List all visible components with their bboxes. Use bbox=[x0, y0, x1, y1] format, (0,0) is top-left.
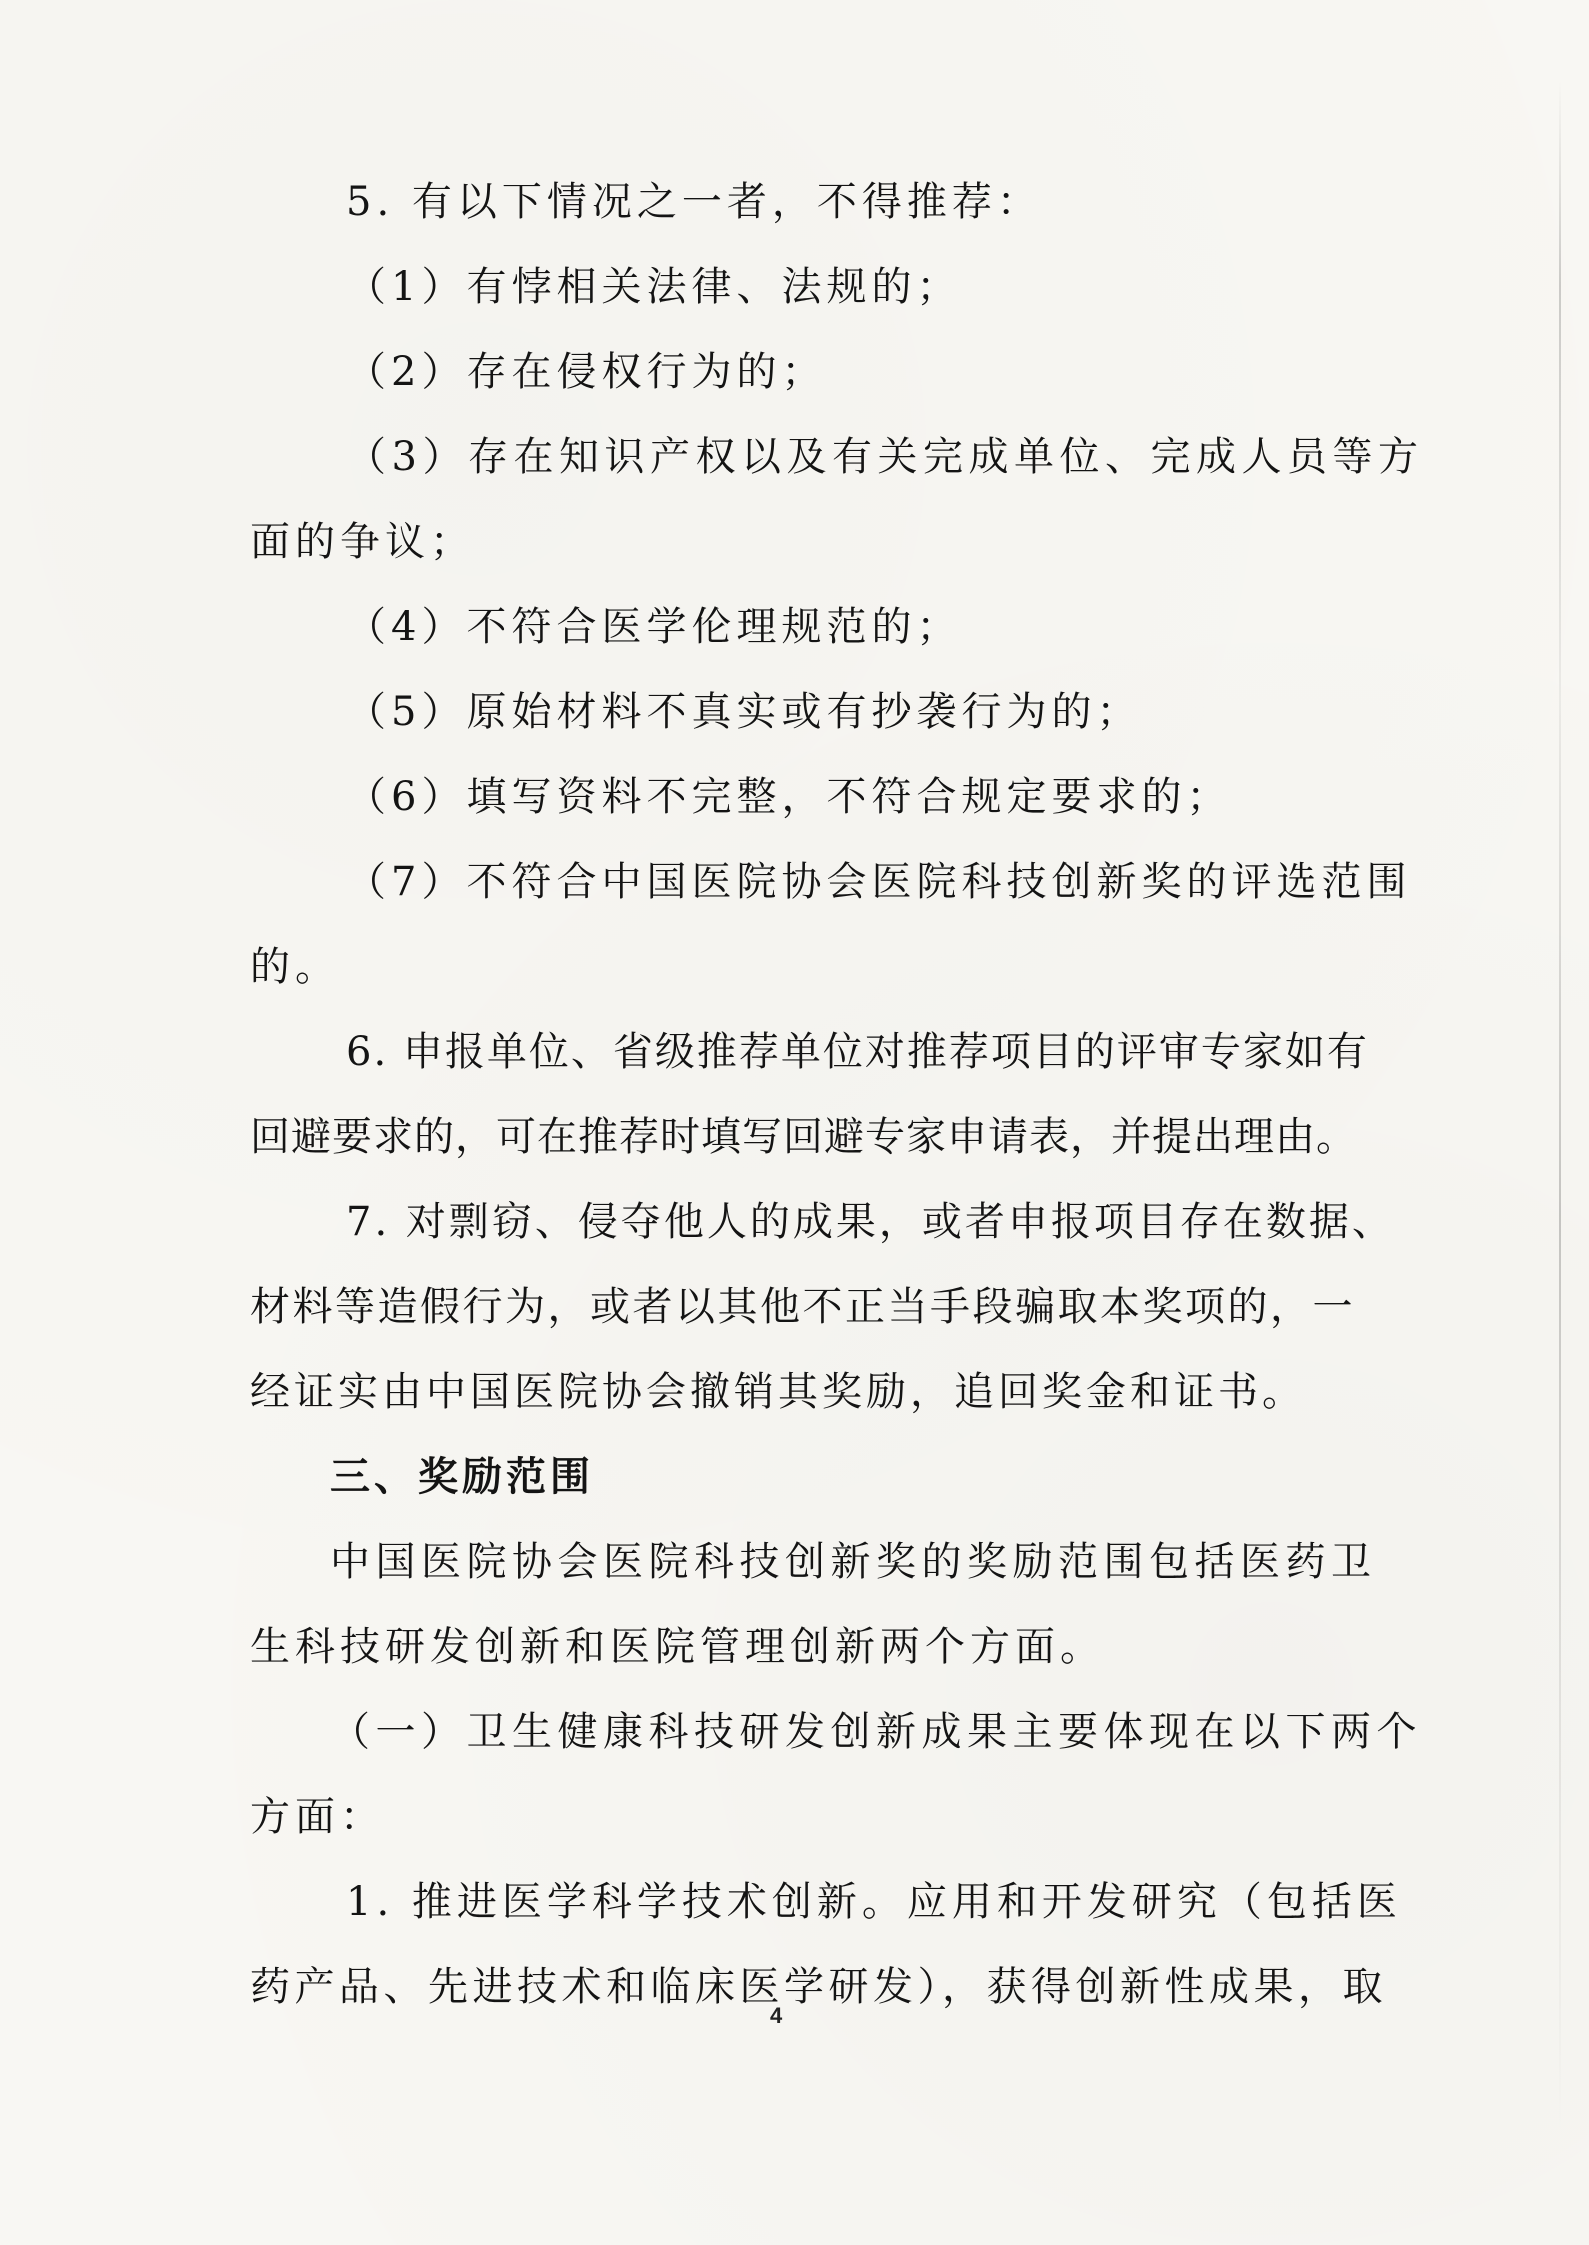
paragraph-award-scope: 中国医院协会医院科技创新奖的奖励范围包括医药卫 bbox=[330, 1539, 1377, 1585]
paragraph-item-5: 5. 有以下情况之一者，不得推荐： bbox=[346, 179, 1042, 225]
list-item-7: （7）不符合中国医院协会医院科技创新奖的评选范围 bbox=[346, 859, 1412, 905]
list-item-6: （6）填写资料不完整，不符合规定要求的； bbox=[346, 774, 1232, 820]
list-item-1: （1）有悖相关法律、法规的； bbox=[346, 264, 962, 310]
paragraph-award-scope-continued: 生科技研发创新和医院管理创新两个方面。 bbox=[250, 1624, 1105, 1670]
paragraph-item-6-continued: 回避要求的，可在推荐时填写回避专家申请表，并提出理由。 bbox=[250, 1114, 1357, 1160]
paragraph-point-1: 1. 推进医学科学技术创新。应用和开发研究（包括医 bbox=[346, 1879, 1402, 1925]
list-item-7-continued: 的。 bbox=[250, 944, 340, 990]
paragraph-item-7-line-3: 经证实由中国医院协会撤销其奖励，追回奖金和证书。 bbox=[250, 1369, 1306, 1415]
subsection-heading-1-continued: 方面： bbox=[250, 1794, 385, 1840]
list-item-3: （3）存在知识产权以及有关完成单位、完成人员等方 bbox=[346, 434, 1424, 480]
section-heading-award-scope: 三、奖励范围 bbox=[330, 1454, 594, 1500]
list-item-5: （5）原始材料不真实或有抄袭行为的； bbox=[346, 689, 1142, 735]
list-item-2: （2）存在侵权行为的； bbox=[346, 349, 827, 395]
list-item-4: （4）不符合医学伦理规范的； bbox=[346, 604, 962, 650]
subsection-heading-1: （一）卫生健康科技研发创新成果主要体现在以下两个 bbox=[330, 1709, 1422, 1755]
paragraph-item-6: 6. 申报单位、省级推荐单位对推荐项目的评审专家如有 bbox=[346, 1029, 1369, 1075]
paragraph-item-7: 7. 对剽窃、侵夺他人的成果，或者申报项目存在数据、 bbox=[346, 1199, 1395, 1245]
paragraph-point-1-continued: 药产品、先进技术和临床医学研发），获得创新性成果，取 bbox=[250, 1964, 1387, 2010]
paragraph-item-7-line-2: 材料等造假行为，或者以其他不正当手段骗取本奖项的，一 bbox=[250, 1284, 1355, 1330]
page-number: 4 bbox=[770, 2003, 783, 2028]
scan-edge-line bbox=[1559, 80, 1561, 2140]
list-item-3-continued: 面的争议； bbox=[250, 519, 475, 565]
